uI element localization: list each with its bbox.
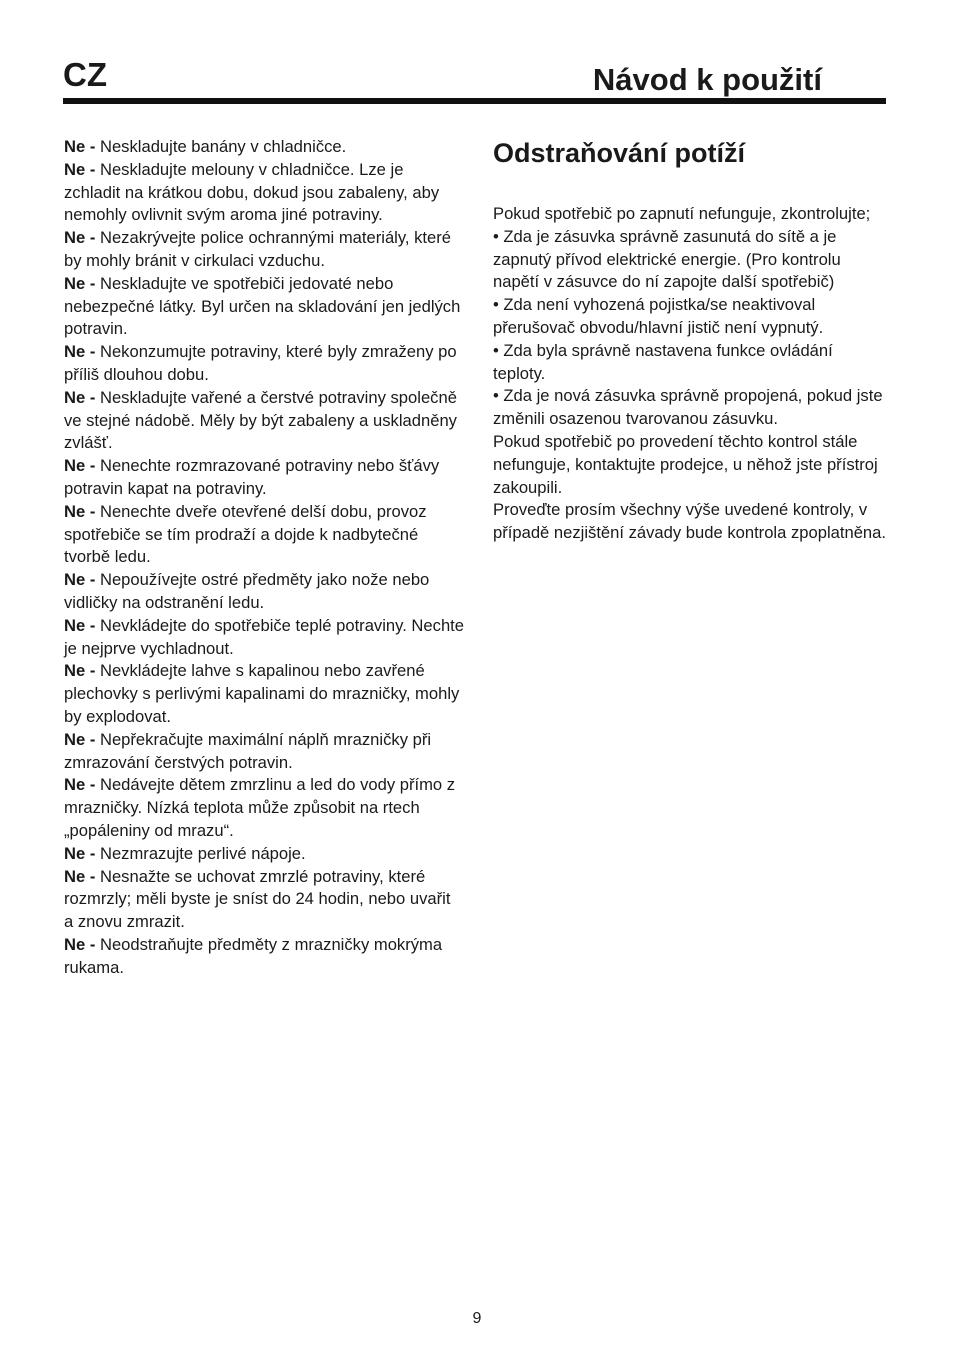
troubleshooting-column [493, 134, 888, 545]
warning-item [64, 569, 464, 615]
troubleshooting-paragraph: • Zda je nová zásuvka správně propojená, pokud jste změnili osazenou tvarovanou zásuvku. [493, 386, 883, 429]
warning-label: Ne - [64, 228, 96, 248]
warning-label: Ne - [64, 501, 96, 521]
warning-label: Ne - [64, 615, 96, 635]
warning-text: Nekonzumujte potraviny, které byly zmraženy po příliš dlouhou dobu. [64, 342, 457, 384]
warning-text: Nezakrývejte police ochrannými materiály, které by mohly bránit v cirkulaci vzduchu. [64, 228, 452, 270]
warning-text: Nevkládejte do spotřebiče teplé potraviny. Nechte je nejprve vychladnout. [64, 615, 465, 658]
warning-text: Nezmrazujte perlivé nápoje. [95, 843, 306, 863]
warning-item [64, 866, 464, 934]
warning-text: Nevkládejte lahve s kapalinou nebo zavřené plechovky s perlivými kapalinami do mrazničky, mohly by explodovat. [64, 661, 460, 726]
page-number: 9 [472, 1310, 482, 1327]
warning-label: Ne - [64, 342, 96, 362]
warning-item [64, 387, 464, 455]
troubleshooting-paragraph: Pokud spotřebič po zapnutí nefunguje, zkontrolujte; [493, 204, 871, 223]
warning-text: Nenechte rozmrazované potraviny nebo šťávy potravin kapat na potraviny. [64, 456, 440, 498]
warning-text: Nesnažte se uchovat zmrzlé potraviny, které rozmrzly; měli byste je sníst do 24 hodin, nebo uvařit a znovu zmrazit. [64, 866, 451, 932]
warning-label: Ne - [64, 387, 96, 407]
warning-label: Ne - [64, 137, 96, 156]
troubleshooting-paragraph: Proveďte prosím všechny výše uvedené kontroly, v případě nezjištění závady bude kontrola zpoplatněna. [493, 500, 886, 543]
warning-item [64, 227, 464, 273]
warning-label: Ne - [64, 570, 96, 590]
warning-text: Nenechte dveře otevřené delší dobu, provoz spotřebiče se tím prodraží a dojde k nadbytečné tvorbě ledu. [64, 501, 427, 567]
troubleshooting-paragraph: • Zda není vyhozená pojistka/se neaktivoval přerušovač obvodu/hlavní jistič není vypnutý. [493, 295, 824, 337]
warning-text: Neskladujte banány v chladničce. [95, 137, 347, 156]
warning-item [64, 136, 464, 159]
warning-text: Neskladujte melouny v chladničce. Lze je zchladit na krátkou dobu, dokud jsou zabaleny, aby nemohly ovlivnit svým aroma jiné potraviny. [64, 159, 440, 225]
warning-label: Ne - [64, 661, 96, 681]
warning-item [64, 501, 464, 569]
warnings-column [64, 136, 464, 979]
warning-item [64, 615, 464, 661]
language-code: CZ [63, 56, 107, 93]
warning-item [64, 729, 464, 775]
document-title: Návod k použití [592, 62, 822, 97]
warning-item [64, 455, 464, 501]
header-divider [63, 98, 886, 104]
warning-item [64, 843, 464, 866]
warning-item [64, 159, 464, 227]
warning-label: Ne - [64, 866, 96, 886]
warning-text: Nedávejte dětem zmrzlinu a led do vody přímo z mrazničky. Nízká teplota může způsobit na rtech „popáleniny od mrazu“. [64, 775, 456, 840]
troubleshooting-paragraph: Pokud spotřebič po provedení těchto kontrol stále nefunguje, kontaktujte prodejce, u něhož jste přístroj zakoupili. [493, 431, 878, 497]
warning-item [64, 660, 464, 728]
troubleshooting-paragraph: • Zda byla správně nastavena funkce ovládání teploty. [493, 340, 833, 383]
warning-text: Neodstraňujte předměty z mrazničky mokrýma rukama. [64, 934, 443, 977]
warning-label: Ne - [64, 934, 96, 954]
troubleshooting-paragraph: • Zda je zásuvka správně zasunutá do sítě a je zapnutý přívod elektrické energie. (Pro kontrolu napětí v zásuvce do ní zapojte další spotřebič) [493, 226, 841, 292]
warning-label: Ne - [64, 159, 96, 179]
warning-text: Neskladujte vařené a čerstvé potraviny společně ve stejné nádobě. Měly by být zabaleny a uskladněny zvlášť. [64, 387, 457, 453]
warning-item [64, 273, 464, 341]
warning-label: Ne - [64, 775, 96, 795]
warning-text: Nepřekračujte maximální náplň mrazničky při zmrazování čerstvých potravin. [64, 729, 432, 772]
warning-text: Neskladujte ve spotřebiči jedovaté nebo nebezpečné látky. Byl určen na skladování jen jedlých potravin. [64, 273, 461, 339]
warning-item [64, 774, 464, 842]
warning-label: Ne - [64, 843, 96, 863]
warning-item [64, 341, 464, 387]
warning-text: Nepoužívejte ostré předměty jako nože nebo vidličky na odstranění ledu. [64, 570, 430, 612]
warning-label: Ne - [64, 273, 96, 293]
warning-label: Ne - [64, 729, 96, 749]
section-title: Odstraňování potíží [493, 138, 746, 168]
warning-item [64, 934, 464, 980]
warning-label: Ne - [64, 456, 96, 476]
